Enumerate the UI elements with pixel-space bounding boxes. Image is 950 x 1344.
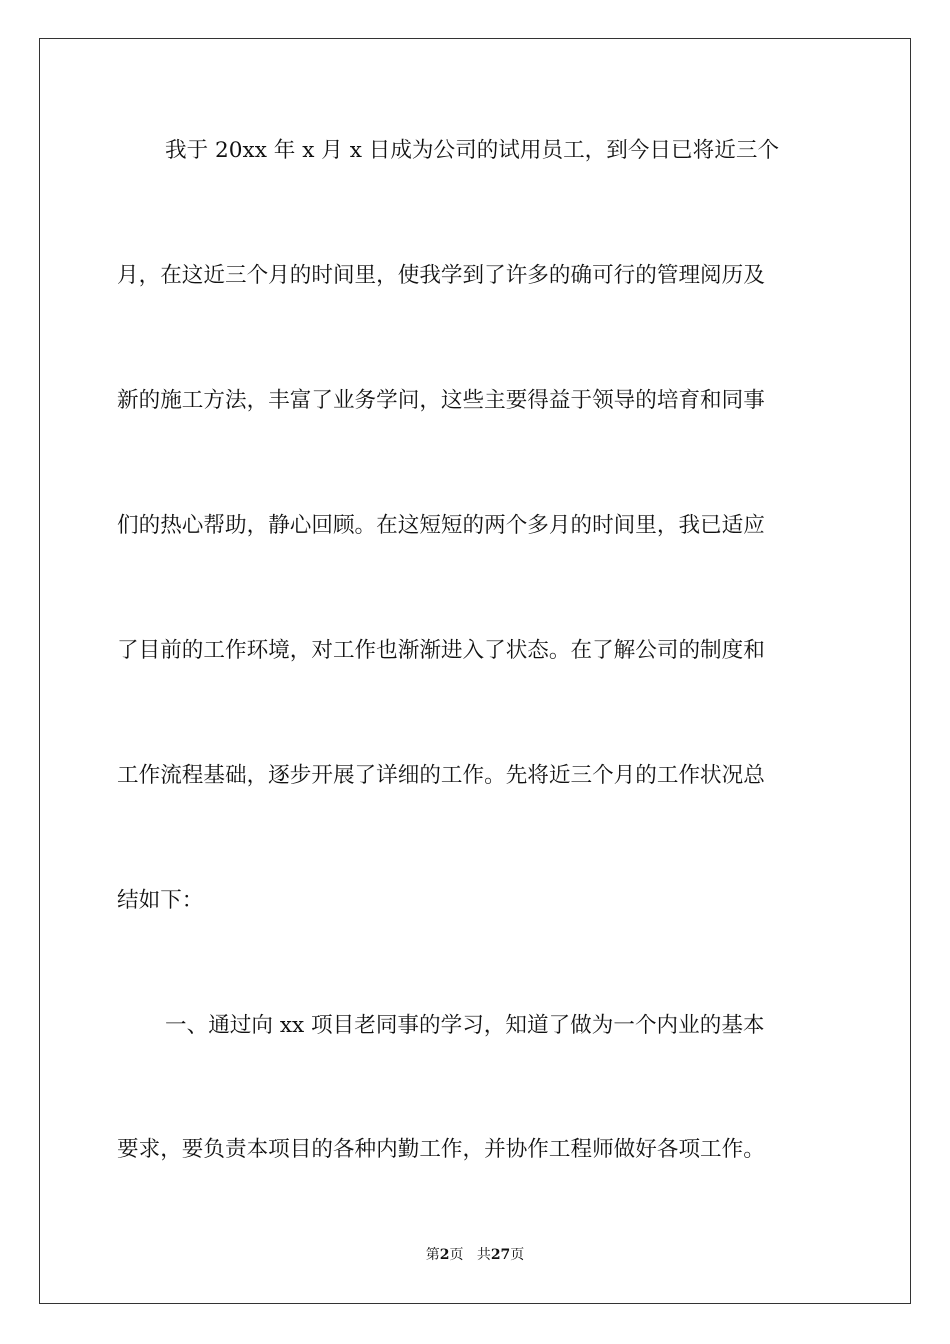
page-number: 2	[439, 1247, 450, 1263]
paragraph-2-line-2: 要求，要负责本项目的各种内勤工作，并协作工程师做好各项工作。	[117, 1137, 765, 1162]
paragraph-1-line-2: 月，在这近三个月的时间里，使我学到了许多的确可行的管理阅历及	[117, 263, 765, 288]
page-footer	[0, 1246, 950, 1264]
paragraph-1-line-5: 了目前的工作环境，对工作也渐渐进入了状态。在了解公司的制度和	[117, 638, 765, 663]
page-border	[39, 38, 911, 1304]
paragraph-1-line-4: 们的热心帮助，静心回顾。在这短短的两个多月的时间里，我已适应	[117, 513, 765, 538]
paragraph-1-line-6: 工作流程基础，逐步开展了详细的工作。先将近三个月的工作状况总	[117, 763, 765, 788]
paragraph-2-line-1: 一、通过向 xx 项目老同事的学习，知道了做为一个内业的基本	[165, 1013, 765, 1038]
total-prefix: 共	[476, 1247, 491, 1263]
page-suffix: 页	[449, 1247, 464, 1263]
page-prefix: 第	[425, 1247, 440, 1263]
total-suffix: 页	[510, 1247, 525, 1263]
paragraph-1-line-7: 结如下：	[117, 888, 204, 913]
paragraph-1-line-1: 我于 20xx 年 x 月 x 日成为公司的试用员工，到今日已将近三个	[165, 138, 780, 163]
paragraph-1-line-3: 新的施工方法，丰富了业务学问，这些主要得益于领导的培育和同事	[117, 388, 765, 413]
total-pages: 27	[490, 1247, 511, 1263]
